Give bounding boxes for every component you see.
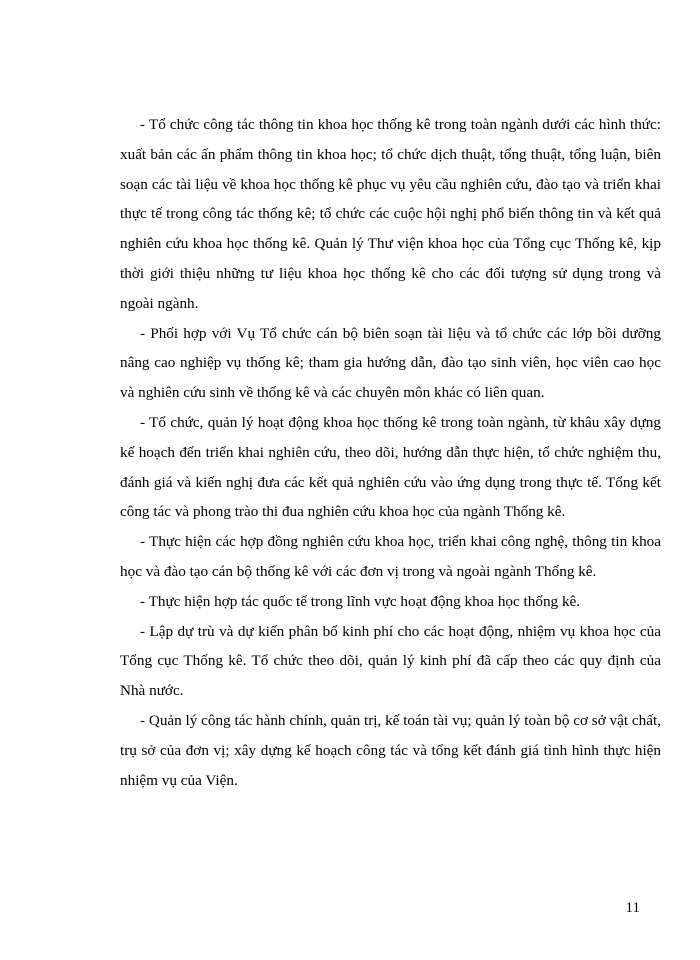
paragraph-budget-planning: - Lập dự trù và dự kiến phân bổ kinh phí cho các hoạt động, nhiệm vụ khoa học của Tổng cục Thống kê. Tổ chức theo dõi, quản lý kinh phí đã cấp theo các quy định của Nhà nước.	[120, 622, 661, 700]
paragraph-research-management: - Tổ chức, quản lý hoạt động khoa học thống kê trong toàn ngành, từ khâu xây dựng kế hoạch đến triển khai nghiên cứu, theo dõi, hướng dẫn thực hiện, tổ chức nghiệm thu, đánh giá và kiến nghị đưa các kết quả nghiên cứu vào ứng dụng trong thực tế. Tổng kết công tác và phong trào thi đua nghiên cứu khoa học của ngành Thống kê.	[120, 413, 661, 521]
paragraph-scientific-information: - Tổ chức công tác thông tin khoa học thống kê trong toàn ngành dưới các hình thức: xuất bản các ấn phẩm thông tin khoa học; tổ chức dịch thuật, tổng thuật, tổng luận, biên soạn các tài liệu về khoa học thống kê phục vụ yêu cầu nghiên cứu, đào tạo và triển khai thực tế trong công tác thống kê; tổ chức các cuộc hội nghị phổ biến thông tin và kết quả nghiên cứu khoa học thống kê. Quản lý Thư viện khoa học của Tổng cục Thống kê, kịp thời giới thiệu những tư liệu khoa học thống kê cho các đối tượng sử dụng trong và ngoài ngành.	[120, 116, 661, 312]
paragraph-administration: - Quản lý công tác hành chính, quản trị, kế toán tài vụ; quản lý toàn bộ cơ sở vật chất, trụ sở của đơn vị; xây dựng kế hoạch công tác và tổng kết đánh giá tình hình thực hiện nhiệm vụ của Viện.	[120, 711, 661, 789]
paragraph-research-contracts: - Thực hiện các hợp đồng nghiên cứu khoa học, triển khai công nghệ, thông tin khoa học và đào tạo cán bộ thống kê với các đơn vị trong và ngoài ngành Thống kê.	[120, 533, 661, 580]
document-body	[120, 110, 661, 795]
paragraph-international-cooperation: - Thực hiện hợp tác quốc tế trong lĩnh vực hoạt động khoa học thống kê.	[140, 592, 581, 610]
paragraph-training-coordination: - Phối hợp với Vụ Tổ chức cán bộ biên soạn tài liệu và tổ chức các lớp bồi dưỡng nâng cao nghiệp vụ thống kê; tham gia hướng dẫn, đào tạo sinh viên, học viên cao học và nghiên cứu sinh về thống kê và các chuyên môn khác có liên quan.	[120, 324, 661, 402]
page-number: 11	[625, 900, 640, 916]
